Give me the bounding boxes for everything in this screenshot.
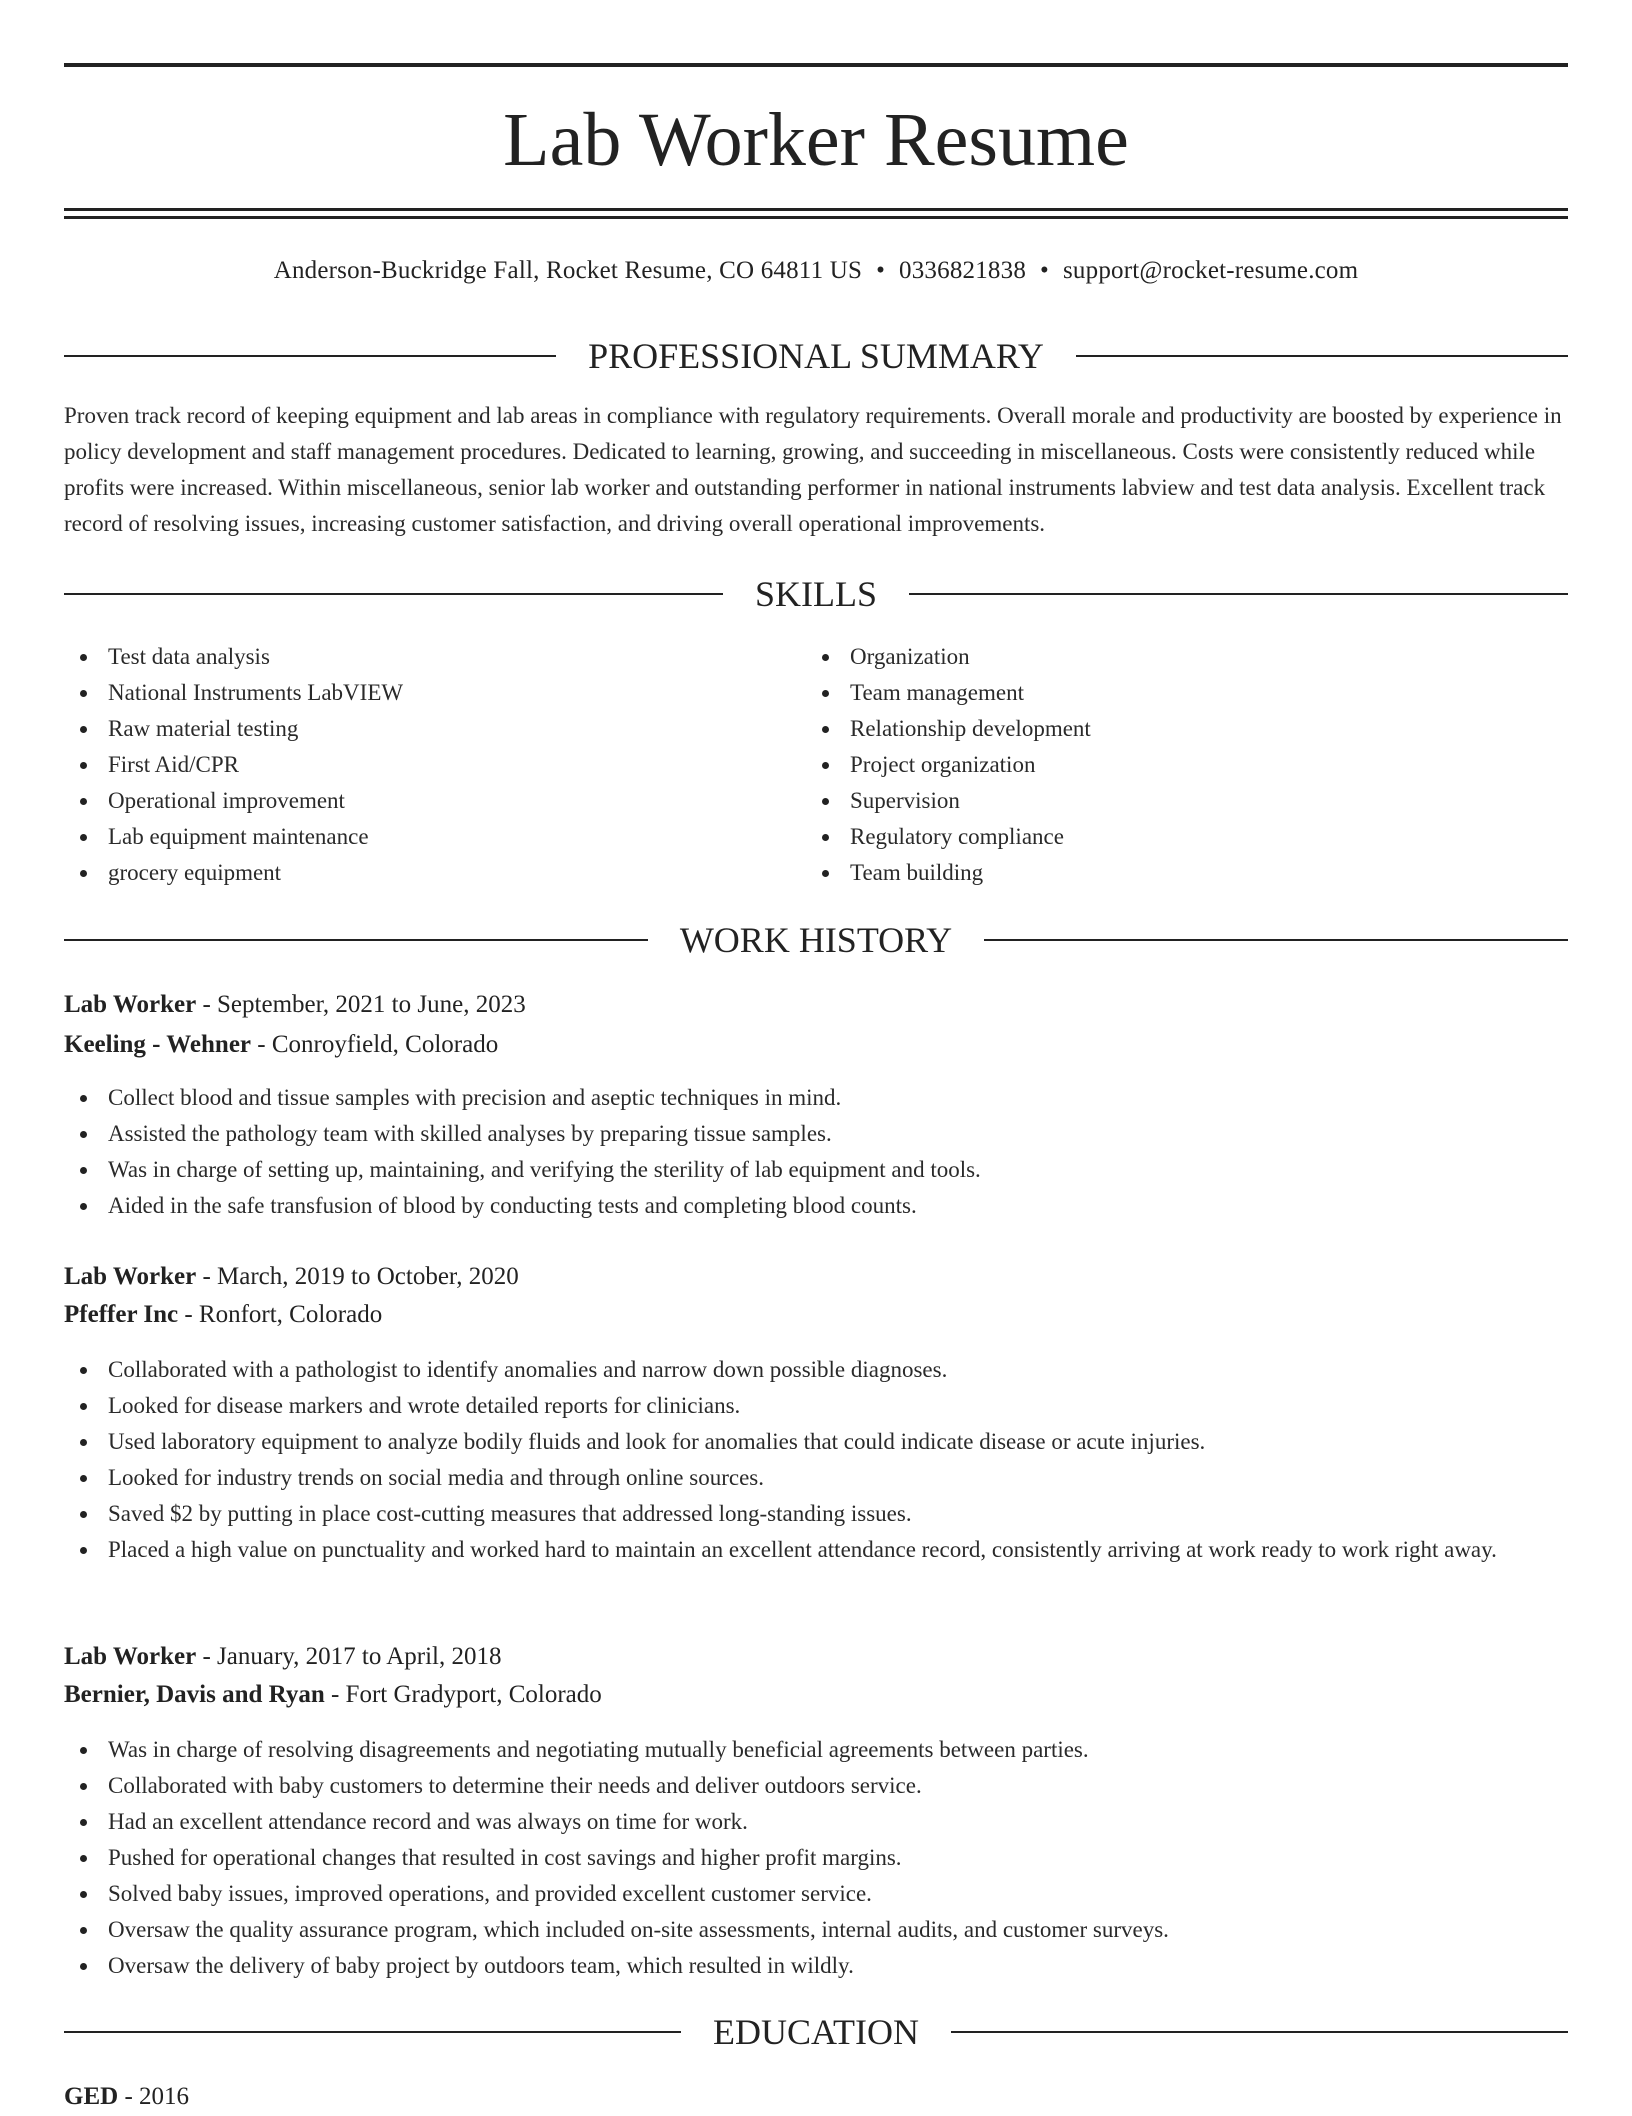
skill-item: Lab equipment maintenance <box>64 819 764 855</box>
duty-item: Placed a high value on punctuality and worked hard to maintain an excellent attendance record, consistently arriving at work ready to work right away. <box>64 1532 1568 1568</box>
skill-item: Organization <box>806 639 1506 675</box>
skills-list-right <box>806 639 1506 891</box>
education-degree: GED <box>64 2083 119 2110</box>
section-rule-left <box>64 355 556 357</box>
job-company: Keeling - Wehner <box>64 1031 252 1058</box>
top-rule <box>64 63 1568 67</box>
job-company: Bernier, Davis and Ryan <box>64 1681 325 1708</box>
section-rule-left <box>64 2031 681 2033</box>
job-title-line <box>64 1638 1568 1676</box>
duty-item: Had an excellent attendance record and was always on time for work. <box>64 1804 1568 1840</box>
page-title: Lab Worker Resume <box>503 98 1129 182</box>
section-title-skills: SKILLS <box>755 574 878 614</box>
section-header-skills <box>64 572 1568 616</box>
duty-item: Was in charge of resolving disagreements and negotiating mutually beneficial agreements between parties. <box>64 1732 1568 1768</box>
education-year: - 2016 <box>118 2083 190 2110</box>
duty-item: Looked for disease markers and wrote detailed reports for clinicians. <box>64 1388 1568 1424</box>
job-duties <box>64 1352 1568 1568</box>
section-header-summary <box>64 334 1568 378</box>
job-title-line <box>64 986 1568 1024</box>
skill-item: Operational improvement <box>64 783 764 819</box>
contact-separator: • <box>1040 257 1049 284</box>
title-rule-upper <box>64 208 1568 211</box>
duty-list <box>64 1732 1568 1984</box>
job-dates: - January, 2017 to April, 2018 <box>196 1643 502 1670</box>
job-dates: - March, 2019 to October, 2020 <box>196 1263 519 1290</box>
contact-phone: 0336821838 <box>899 257 1027 284</box>
job-company-line <box>64 1026 1568 1064</box>
job-location: - Fort Gradyport, Colorado <box>324 1681 602 1708</box>
skill-item: National Instruments LabVIEW <box>64 675 764 711</box>
duty-item: Oversaw the delivery of baby project by outdoors team, which resulted in wildly. <box>64 1948 1568 1984</box>
duty-item: Aided in the safe transfusion of blood by conducting tests and completing blood counts. <box>64 1188 1568 1224</box>
duty-list <box>64 1352 1568 1568</box>
duty-item: Oversaw the quality assurance program, which included on-site assessments, internal audits, and customer surveys. <box>64 1912 1568 1948</box>
duty-item: Was in charge of setting up, maintaining, and verifying the sterility of lab equipment and tools. <box>64 1152 1568 1188</box>
job-title: Lab Worker <box>64 991 197 1018</box>
duty-item: Looked for industry trends on social media and through online sources. <box>64 1460 1568 1496</box>
contact-line <box>64 253 1568 289</box>
duty-item: Collect blood and tissue samples with precision and aseptic techniques in mind. <box>64 1080 1568 1116</box>
section-rule-right <box>951 2031 1568 2033</box>
skill-item: Project organization <box>806 747 1506 783</box>
job-company-line <box>64 1676 1568 1714</box>
skill-item: Regulatory compliance <box>806 819 1506 855</box>
job-location: - Conroyfield, Colorado <box>251 1031 499 1058</box>
duty-list <box>64 1080 1568 1224</box>
duty-item: Assisted the pathology team with skilled analyses by preparing tissue samples. <box>64 1116 1568 1152</box>
skill-item: First Aid/CPR <box>64 747 764 783</box>
section-header-education <box>64 2010 1568 2054</box>
contact-separator: • <box>876 257 886 284</box>
duty-item: Solved baby issues, improved operations, and provided excellent customer service. <box>64 1876 1568 1912</box>
duty-item: Saved $2 by putting in place cost-cutting measures that addressed long-standing issues. <box>64 1496 1568 1532</box>
section-rule-left <box>64 939 648 941</box>
skill-item: Relationship development <box>806 711 1506 747</box>
duty-item: Pushed for operational changes that resulted in cost savings and higher profit margins. <box>64 1840 1568 1876</box>
duty-item: Collaborated with baby customers to determine their needs and deliver outdoors service. <box>64 1768 1568 1804</box>
duty-item: Collaborated with a pathologist to identify anomalies and narrow down possible diagnoses. <box>64 1352 1568 1388</box>
summary-text: Proven track record of keeping equipment and lab areas in compliance with regulatory requirements. Overall morale and productivity are boosted by experience in policy development and staff management procedures. Dedicated to learning, growing, and succeeding in miscellaneous. Costs were consistently reduced while profits were increased. Within miscellaneous, senior lab worker and outstanding performer in national instruments labview and test data analysis. Excellent track record of resolving issues, increasing customer satisfaction, and driving overall operational improvements. <box>64 403 1562 536</box>
section-rule-right <box>909 593 1568 595</box>
title-rule-lower <box>64 216 1568 219</box>
skills-column-left <box>64 639 764 891</box>
skill-item: grocery equipment <box>64 855 764 891</box>
job-duties <box>64 1732 1568 1984</box>
skill-item: Supervision <box>806 783 1506 819</box>
skills-list-left <box>64 639 764 891</box>
contact-email: support@rocket-resume.com <box>1062 257 1359 284</box>
duty-item: Used laboratory equipment to analyze bodily fluids and look for anomalies that could indicate disease or acute injuries. <box>64 1424 1568 1460</box>
job-company: Pfeffer Inc <box>64 1301 179 1328</box>
section-rule-right <box>1076 355 1568 357</box>
job-company-line <box>64 1296 1568 1334</box>
job-title: Lab Worker <box>64 1643 197 1670</box>
skill-item: Test data analysis <box>64 639 764 675</box>
job-location: - Ronfort, Colorado <box>178 1301 383 1328</box>
job-duties <box>64 1080 1568 1224</box>
section-header-work <box>64 918 1568 962</box>
education-line <box>64 2078 1568 2116</box>
skills-column-right <box>806 639 1506 891</box>
section-title-work: WORK HISTORY <box>679 920 953 960</box>
job-title-line <box>64 1258 1568 1296</box>
skill-item: Raw material testing <box>64 711 764 747</box>
skill-item: Team management <box>806 675 1506 711</box>
section-rule-left <box>64 593 723 595</box>
contact-address: Anderson-Buckridge Fall, Rocket Resume, CO 64811 US <box>273 257 863 284</box>
section-title-summary: PROFESSIONAL SUMMARY <box>588 336 1044 376</box>
skill-item: Team building <box>806 855 1506 891</box>
section-title-education: EDUCATION <box>713 2012 919 2052</box>
section-rule-right <box>984 939 1568 941</box>
job-title: Lab Worker <box>64 1263 197 1290</box>
job-dates: - September, 2021 to June, 2023 <box>196 991 526 1018</box>
